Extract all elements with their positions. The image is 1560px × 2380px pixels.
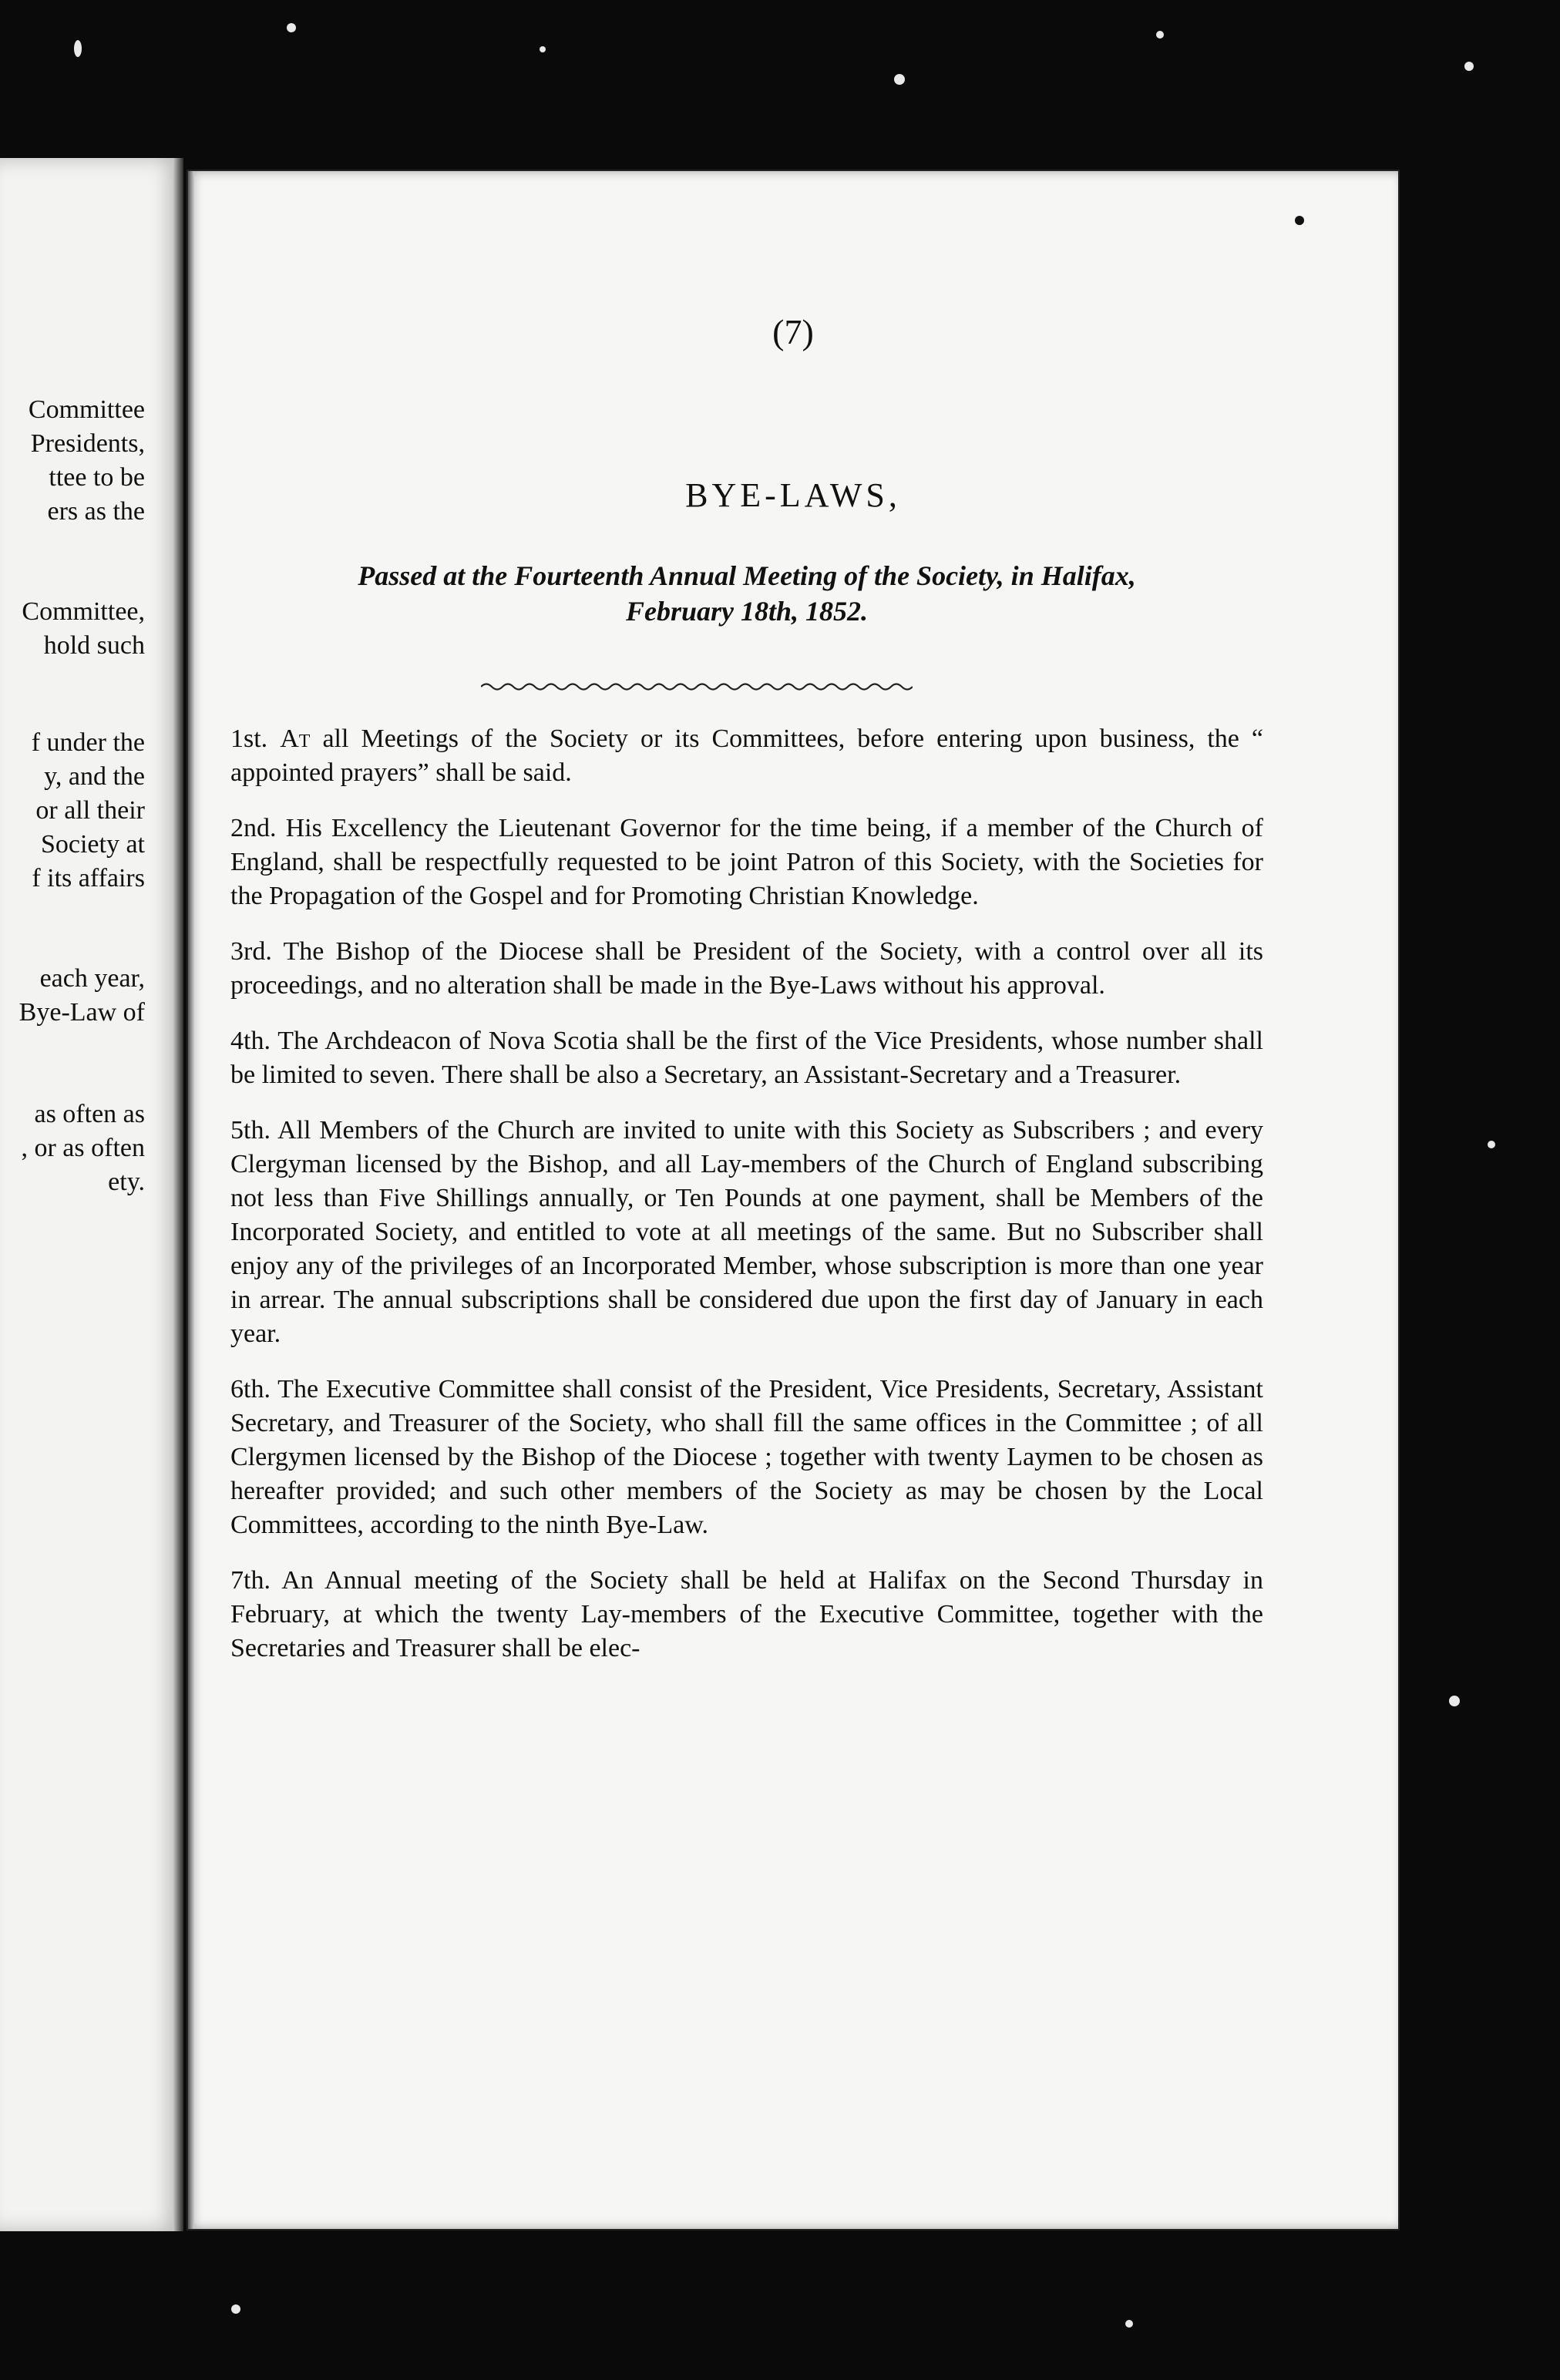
bylaw-lead-word: At xyxy=(280,724,311,753)
bylaw-number: 1st. xyxy=(230,724,268,753)
left-page-line: Committee xyxy=(28,395,145,424)
bylaw-paragraph xyxy=(230,1114,1263,1351)
left-page-line: Presidents, xyxy=(30,429,145,458)
dust-speck xyxy=(540,46,546,52)
bylaw-number: 3rd. xyxy=(230,937,272,966)
wavy-rule-divider xyxy=(481,680,913,694)
left-facing-page xyxy=(0,158,183,2231)
dust-speck xyxy=(231,2304,240,2314)
left-page-line: ers as the xyxy=(47,497,145,526)
bylaw-number: 4th. xyxy=(230,1027,271,1055)
bylaw-paragraph xyxy=(230,812,1263,913)
bylaw-text: all Meetings of the Society or its Committees, before entering upon business, the “ appointed prayers” shall be said. xyxy=(230,724,1264,787)
left-page-line: , or as often xyxy=(21,1134,145,1162)
bylaw-number: 6th. xyxy=(230,1375,271,1403)
left-page-line: ety. xyxy=(108,1168,145,1196)
bylaw-number: 5th. xyxy=(230,1116,271,1145)
dust-speck xyxy=(1156,31,1164,39)
dust-speck xyxy=(1488,1141,1495,1148)
dust-speck xyxy=(74,40,82,57)
bylaw-paragraph xyxy=(230,1024,1263,1092)
page-number: (7) xyxy=(772,312,814,351)
dust-speck xyxy=(1464,62,1474,71)
left-page-line: or all their xyxy=(35,796,145,825)
bylaw-number: 2nd. xyxy=(230,814,277,842)
left-page-line: f its affairs xyxy=(32,864,145,892)
dust-speck xyxy=(1125,2320,1133,2328)
bylaw-paragraph xyxy=(230,1564,1263,1666)
subtitle-date-line: February 18th, 1852. xyxy=(625,596,869,627)
main-page xyxy=(188,171,1398,2229)
bylaw-text: The Executive Committee shall consist of the President, Vice Presidents, Secretary, Assistant Secretary, and Treasurer of the Society, who shall fill the same offices in the Committee ; of all Clergymen licensed by the Bishop of the Diocese ; together with twenty Laymen to be chosen as hereafter provided; and such other members of the Society as may be chosen by the Local Committees, according to the ninth Bye-Law. xyxy=(230,1375,1263,1539)
bylaw-number: 7th. xyxy=(230,1566,271,1595)
dust-speck xyxy=(1449,1696,1460,1706)
subtitle-meeting-line: Passed at the Fourteenth Annual Meeting of the Society, in Halifax, xyxy=(358,560,1136,591)
left-page-line: each year, xyxy=(39,964,145,993)
dust-speck xyxy=(287,23,296,32)
left-page-line: f under the xyxy=(31,728,145,757)
bylaw-paragraph xyxy=(230,935,1263,1003)
left-page-line: hold such xyxy=(43,631,145,660)
page-binding-edge xyxy=(188,171,194,2229)
page-subtitle xyxy=(230,558,1263,629)
left-page-line: Committee, xyxy=(22,597,145,626)
left-page-line: y, and the xyxy=(44,762,145,791)
bylaw-text: The Archdeacon of Nova Scotia shall be the first of the Vice Presidents, whose number shall be limited to seven. There shall be also a Secretary, an Assistant-Secretary and a Treasurer. xyxy=(230,1027,1263,1089)
left-page-line: as often as xyxy=(34,1100,145,1128)
dust-speck xyxy=(1295,216,1304,225)
bylaws-body xyxy=(230,722,1263,1687)
bylaw-paragraph xyxy=(230,1373,1263,1542)
left-page-line: Bye-Law of xyxy=(18,998,145,1027)
left-page-line: ttee to be xyxy=(49,463,145,492)
page-title: BYE-LAWS, xyxy=(685,476,901,514)
bylaw-text: An Annual meeting of the Society shall be held at Halifax on the Second Thursday in February, at which the twenty Lay-members of the Executive Committee, together with the Secretaries and Treasurer shall be elec- xyxy=(230,1566,1264,1662)
bylaw-paragraph xyxy=(230,722,1263,790)
bylaw-text: The Bishop of the Diocese shall be President of the Society, with a control over all its proceedings, and no alteration shall be made in the Bye-Laws without his approval. xyxy=(230,937,1264,1000)
bylaw-text: All Members of the Church are invited to unite with this Society as Subscribers ; and every Clergyman licensed by the Bishop, and all Lay-members of the Church of England subscribing not less than Five Shillings annually, or Ten Pounds at one payment, shall be Members of the Incorporated Society, and entitled to vote at all meetings of the same. But no Subscriber shall enjoy any of the privileges of an Incorporated Member, whose subscription is more than one year in arrear. The annual subscriptions shall be considered due upon the first day of January in each year. xyxy=(230,1116,1264,1348)
bylaw-text: His Excellency the Lieutenant Governor for the time being, if a member of the Church of England, shall be respectfully requested to be joint Patron of this Society, with the Societies for the Propagation of the Gospel and for Promoting Christian Knowledge. xyxy=(230,814,1264,910)
dust-speck xyxy=(894,74,905,85)
book-gutter xyxy=(173,158,183,2231)
left-page-line: Society at xyxy=(40,830,145,859)
